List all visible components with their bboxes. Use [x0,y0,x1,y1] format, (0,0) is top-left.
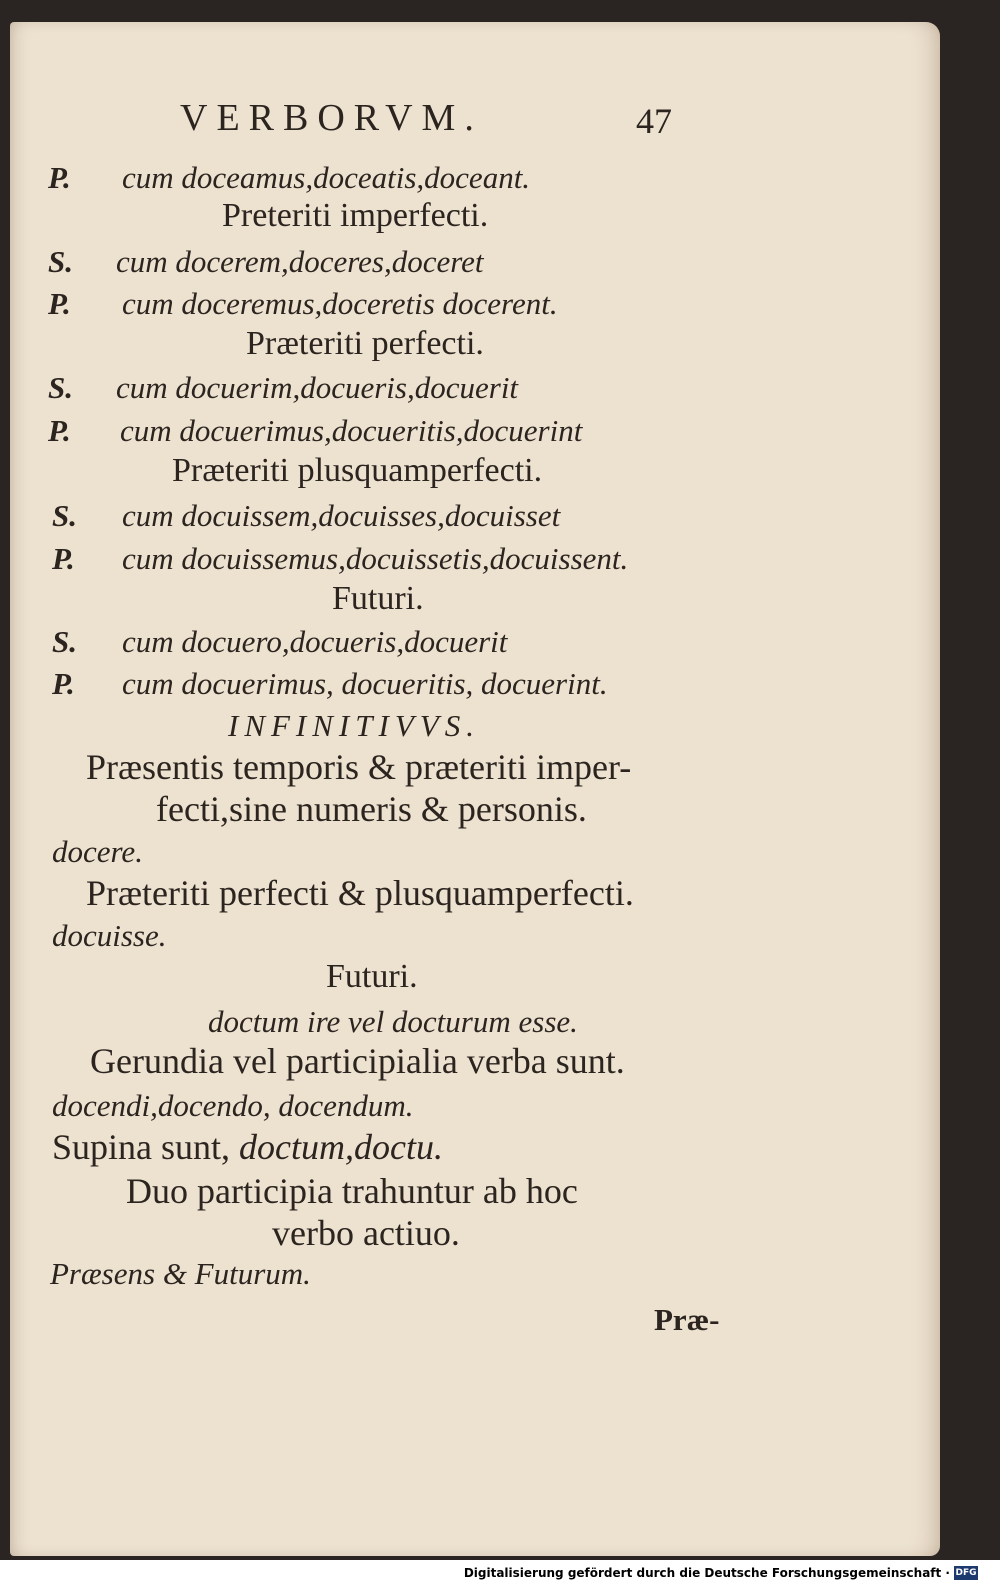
row-label: P. [52,666,75,701]
row-label: S. [52,498,77,533]
row-label: P. [48,286,71,321]
catchword: Præ- [654,1302,720,1337]
conjugation-line: cum doceamus,doceatis,doceant. [122,160,531,195]
page-number: 47 [636,101,672,141]
tense-heading: Futuri. [326,958,418,995]
rule-line: Gerundia vel participialia verba sunt. [90,1041,625,1081]
row-label: P. [52,541,75,576]
form-line: docendi,docendo, docendum. [52,1088,414,1123]
row-label: S. [48,370,73,405]
dfg-logo-icon: DFG [955,1568,977,1578]
section-heading: INFINITIVVS. [228,708,480,743]
form-line: docuisse. [52,918,167,953]
conjugation-line: cum docuerimus, docueritis, docuerint. [122,666,608,701]
tense-heading: Futuri. [332,580,424,617]
conjugation-line: cum doceremus,doceretis docerent. [122,286,558,321]
running-header: VERBORVM. [180,97,483,139]
rule-line: Præsentis temporis & præteriti imper- [86,747,632,787]
rule-line: fecti,sine numeris & personis. [156,789,587,829]
form-line: docere. [52,834,143,869]
conjugation-line: cum docuissem,docuisses,docuisset [122,498,561,533]
tense-heading: Præteriti plusquamperfecti. [172,452,543,489]
conjugation-line: cum docuero,docueris,docuerit [122,624,508,659]
conjugation-line: cum docuerim,docueris,docuerit [116,370,519,405]
row-label: S. [48,244,73,279]
tense-heading: Preteriti imperfecti. [222,197,489,234]
row-label: S. [52,624,77,659]
conjugation-line: cum docerem,doceres,doceret [116,244,484,279]
tense-heading: Præteriti perfecti. [246,325,484,362]
rule-line [52,1126,443,1168]
rule-line-text: Supina sunt, [52,1127,231,1167]
rule-line: verbo actiuo. [272,1213,460,1253]
form-line: Præsens & Futurum. [50,1256,311,1291]
row-label: P. [48,160,71,195]
conjugation-line: cum docuerimus,docueritis,docuerint [120,413,583,448]
conjugation-line: cum docuissemus,docuissetis,docuissent. [122,541,629,576]
form-line: doctum ire vel docturum esse. [208,1004,578,1039]
rule-line: Duo participia trahuntur ab hoc [126,1171,578,1211]
row-label: P. [48,413,71,448]
rule-line: Præteriti perfecti & plusquamperfecti. [86,873,634,913]
funding-note: Digitalisierung gefördert durch die Deutsche Forschungsgemeinschaft · [463,1566,950,1580]
form-inline: doctum,doctu. [239,1127,443,1167]
